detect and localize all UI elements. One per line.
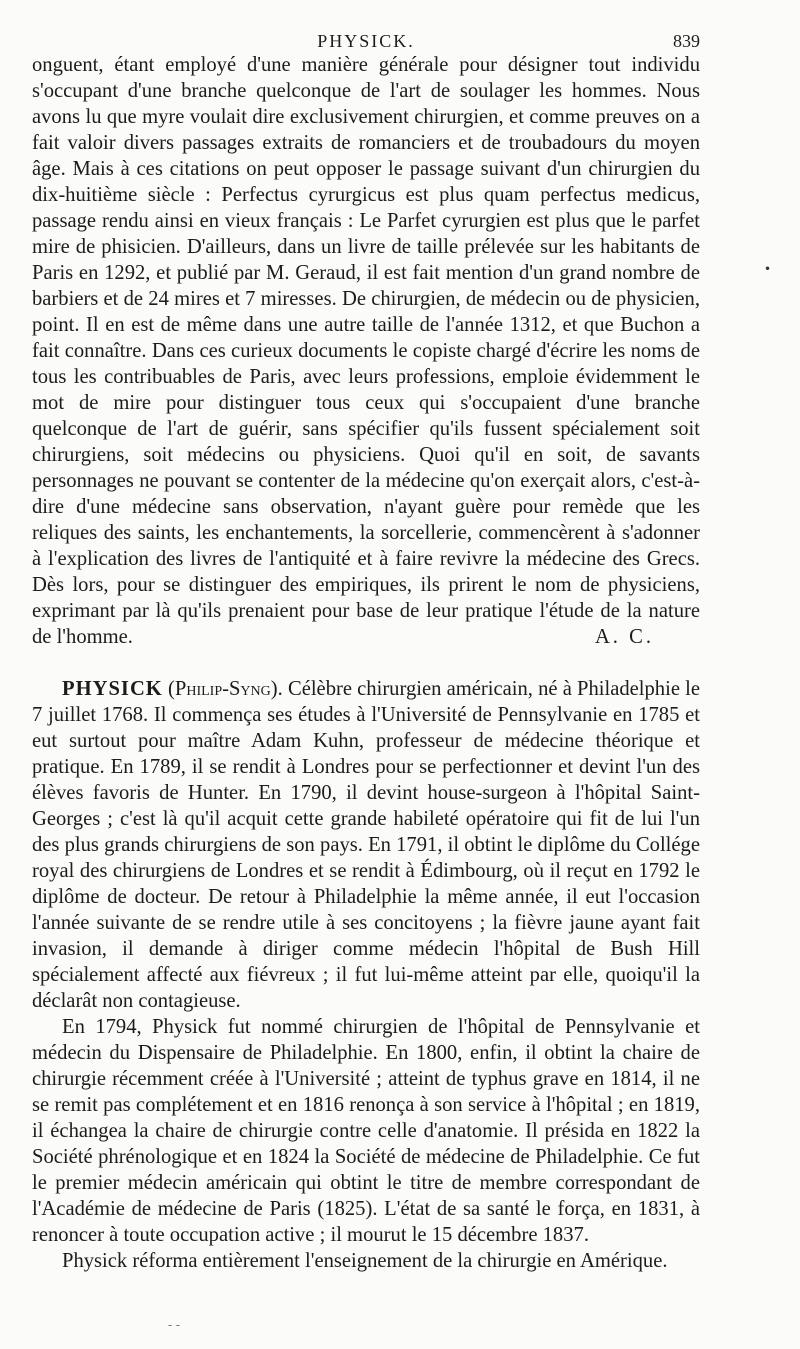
running-header: [32, 28, 700, 50]
page: [32, 28, 700, 1274]
article-paragraph-1-text: Célèbre chirurgien américain, né à Philadelphie le 7 juillet 1768. Il commença ses études à l'Université de Pennsylvanie en 1785 et eut surtout pour maître Adam Kuhn, professeur de médecine théorique et pratique. En 1789, il se rendit à Londres pour se perfectionner et devint l'un des élèves favoris de Hunter. En 1790, il devint house-surgeon à l'hôpital Saint-Georges ; c'est là qu'il acquit cette grande habileté opératoire qui fit de lui l'un des plus grands chirurgiens de son pays. En 1791, il obtint le diplôme du Collége royal des chirurgiens de Londres et se rendit à Édimbourg, où il reçut en 1792 le diplôme de docteur. De retour à Philadelphie la même année, il eut l'occasion l'année suivante de se rendre utile à ses concitoyens ; la fièvre jaune ayant fait invasion, il demande à diriger comme médecin l'hôpital de Bush Hill spécialement affecté aux fiévreux ; il fut lui-même atteint par elle, quoiqu'il la déclarât non contagieuse.: [32, 678, 701, 1012]
previous-article-paragraph: onguent, étant employé d'une manière générale pour désigner tout individu s'occupant d'une branche quelconque de l'art de soulager les hommes. Nous avons lu que myre voulait dire exclusivement chirurgien, et comme preuves on a fait valoir divers passages extraits de romanciers et de troubadours du moyen âge. Mais à ces citations on peut opposer le passage suivant d'un chirurgien du dix-huitième siècle : Perfectus cyrurgicus est plus quam perfectus medicus, passage rendu ainsi en vieux français : Le Parfet cyrurgien est plus que le parfet mire de phisicien. D'ailleurs, dans un livre de taille prélevée sur les habitants de Paris en 1292, et publié par M. Geraud, il est fait mention d'un grand nombre de barbiers et de 24 mires et 7 miresses. De chirurgien, de médecin ou de physicien, point. Il en est de même dans une autre taille de l'année 1312, et que Buchon a fait connaître. Dans ces curieux documents le copiste chargé d'écrire les noms de tous les contribuables de Paris, avec leurs professions, emploie évidemment le mot de mire pour distinguer tous ceux qui s'occupaient d'une branche quelconque de l'art de guérir, sans spécifier qu'ils fussent spécialement soit chirurgiens, soit médecins ou physiciens. Quoi qu'il en soit, de savants personnages ne pouvant se contenter de la médecine qu'on exerçait alors, c'est-à-dire d'une médecine sans observation, n'ayant guère pour remède que les reliques des saints, les enchantements, la sorcellerie, commencèrent à s'adonner à l'explication des livres de l'antiquité et à faire revivre la médecine des Grecs. Dès lors, pour se distinguer des empiriques, ils prirent le nom de physiciens, exprimant par là qu'ils prenaient pour base de leur pratique l'étude de la nature de l'homme.: [32, 54, 700, 648]
footer-mark: - -: [168, 1318, 180, 1332]
article-physick: [32, 676, 700, 1274]
article-subject-name: (Philip-Syng).: [168, 678, 283, 700]
running-title: PHYSICK.: [317, 31, 415, 51]
author-signature: A. C.: [594, 626, 654, 648]
margin-mark: •: [764, 262, 772, 276]
page-number: 839: [673, 31, 700, 51]
article-headword: PHYSICK: [62, 678, 163, 700]
article-paragraph-1: [32, 676, 700, 1014]
article-paragraph-3: Physick réforma entièrement l'enseignement de la chirurgie en Amérique.: [62, 1250, 668, 1272]
article-paragraph-2: En 1794, Physick fut nommé chirurgien de l'hôpital de Pennsylvanie et médecin du Dispensaire de Philadelphie. En 1800, enfin, il obtint la chaire de chirurgie récemment créée à l'Université ; atteint de typhus grave en 1814, il ne se remit pas complétement et en 1816 renonça à son service à l'hôpital ; en 1819, il échangea la chaire de chirurgie contre celle d'anatomie. Il présida en 1822 la Société phrénologique et en 1824 la Société de médecine de Philadelphie. Ce fut le premier médecin américain qui obtint le titre de membre correspondant de l'Académie de médecine de Paris (1825). L'état de sa santé le força, en 1831, à renoncer à toute occupation active ; il mourut le 15 décembre 1837.: [32, 1016, 700, 1246]
